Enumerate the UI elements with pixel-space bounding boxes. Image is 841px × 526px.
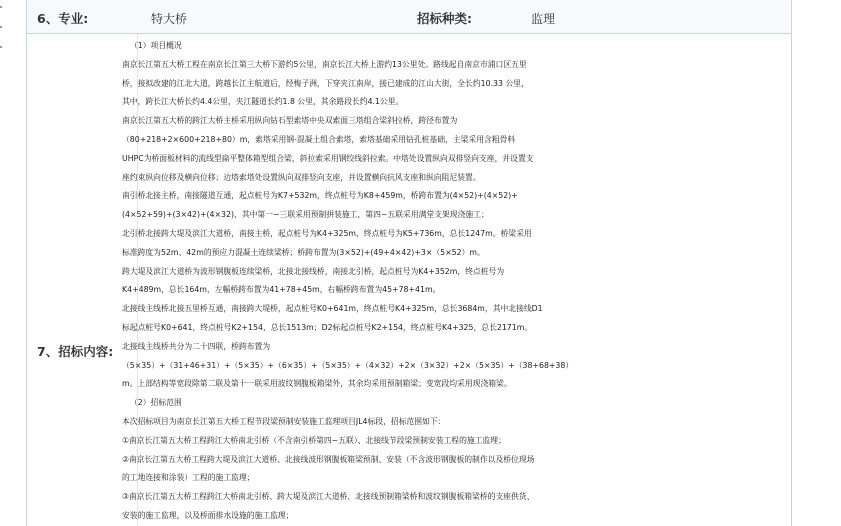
content-line: （2）招标范围 [130,398,182,408]
content-line: 北接线主线桥共分为二十四联，桥跨布置为 [122,341,271,351]
content-line: 北接线主线桥北接五里桥互通，南接跨大堤桥，起点桩号K0+641m，终点桩号K4+325m，总长3684m，其中北接线D1 [122,304,543,314]
content-line: UHPC为桥面板材料的流线型扁平整体箱型组合梁，斜拉索采用钢绞线斜拉索。中塔处设置纵向双排竖向支座，并设置支 [122,153,534,163]
content-line: 跨大堤及滨江大道桥为波形钢腹板连续梁桥，北接北接线桥，南接北引桥，起点桩号为K4+352m，终点桩号为 [122,266,505,276]
specialty-value: 特大桥 [151,12,188,26]
content-line: 南引桥北接主桥，南接隧道互通，起点桩号为K7+532m，终点桩号为K8+459m，桥跨布置为(4×52)+(4×52)+ [122,191,518,201]
edge-mark [0,6,2,8]
content-line: 南京长江第五大桥工程在南京长江第三大桥下游约5公里，南京长江大桥上游约13公里处。路线起自南京市浦口区五里 [122,59,527,69]
edge-mark [0,46,2,48]
row-specialty [27,0,791,34]
content-line: 其中，跨长江大桥长约4.4公里，夹江隧道长约1.8 公里，其余路段长约4.1公里。 [122,97,404,107]
content-line: 的工地连接和涂装）工程的施工监理； [122,473,255,483]
tender-type-value: 监理 [531,12,556,26]
content-line: m。上部结构等宽段除第二联及第十一联采用波纹钢腹板箱梁外，其余均采用预制箱梁；变宽段均采用现浇箱梁。 [122,379,512,389]
content-line: ②南京长江第五大桥工程跨大堤及滨江大道桥、北接线波形钢腹板箱梁预制、安装（不含波形钢腹板的制作以及桥位现场 [122,454,535,464]
content-line: 南京长江第五大桥的跨江大桥主桥采用纵向钻石型索塔中央双索面三塔组合梁斜拉桥，跨径布置为 [122,116,458,126]
tender-content-label: 7、招标内容: [37,344,114,359]
tender-type-label: 招标种类: [417,11,472,26]
content-line: （5×35）+（31+46+31）+（5×35）+（6×35）+（5×35）+（4×32）+2×（3×32）+2×（5×35）+（38+68+38） [122,360,574,370]
content-line: ③南京长江第五大桥工程跨江大桥南北引桥、跨大堤及滨江大道桥、北接线预制箱梁桥和波纹钢腹板箱梁桥的支座供货、 [122,492,535,502]
content-line: （1）项目概况 [130,41,182,50]
content-line: 标准跨度为52m、42m的预应力混凝土连续梁桥；桥跨布置为(3×52)+(49+4×42)+3×（5×52）m。 [122,247,485,257]
content-line: 座约束纵向位移及横向位移；边塔索塔处设置纵向双排竖向支座，并设置横向抗风支座和纵向阻尼装置。 [122,172,481,182]
edge-mark [0,26,2,28]
content-line: 标起点桩号K0+641，终点桩号K2+154，总长1513m；D2标起点桩号K2+154，终点桩号K4+325，总长2171m。 [122,322,533,332]
content-line: （80+218+2×600+218+80）m，索塔采用钢-混凝土组合索塔，索塔基础采用钻孔桩基础，主梁采用含粗骨料 [122,134,516,144]
content-line: ①南京长江第五大桥工程跨江大桥南北引桥（不含南引桥第四~五联）、北接线节段梁预制安装工程的施工监理； [122,435,506,445]
content-line: 桥，接拟改建的江北大道，跨越长江主航道后，经梅子洲，下穿夹江南岸，接已建成的江山大街，全长约10.33 公里， [122,78,529,88]
content-line: K4+489m，总长164m，左幅桥跨布置为41+78+45m，右幅桥跨布置为45+78+41m。 [122,285,441,295]
specialty-label: 6、专业: [37,11,89,26]
tender-content [122,37,841,526]
content-line: (4×52+59)+(3×42)+(4×32)，其中第一~三联采用预制拼装施工，第四~五联采用满堂支架现浇施工； [122,210,489,220]
content-line: 本次招标项目为南京长江第五大桥工程节段梁预制安装施工监理项目JL4标段，招标范围如下： [122,416,446,426]
content-line: 安装的施工监理，以及桥面排水设施的施工监理； [122,510,294,520]
content-line: 北引桥北接跨大堤及滨江大道桥，南接主桥，起点桩号为K4+325m，终点桩号为K5+736m，总长1247m。桥梁采用 [122,228,532,238]
